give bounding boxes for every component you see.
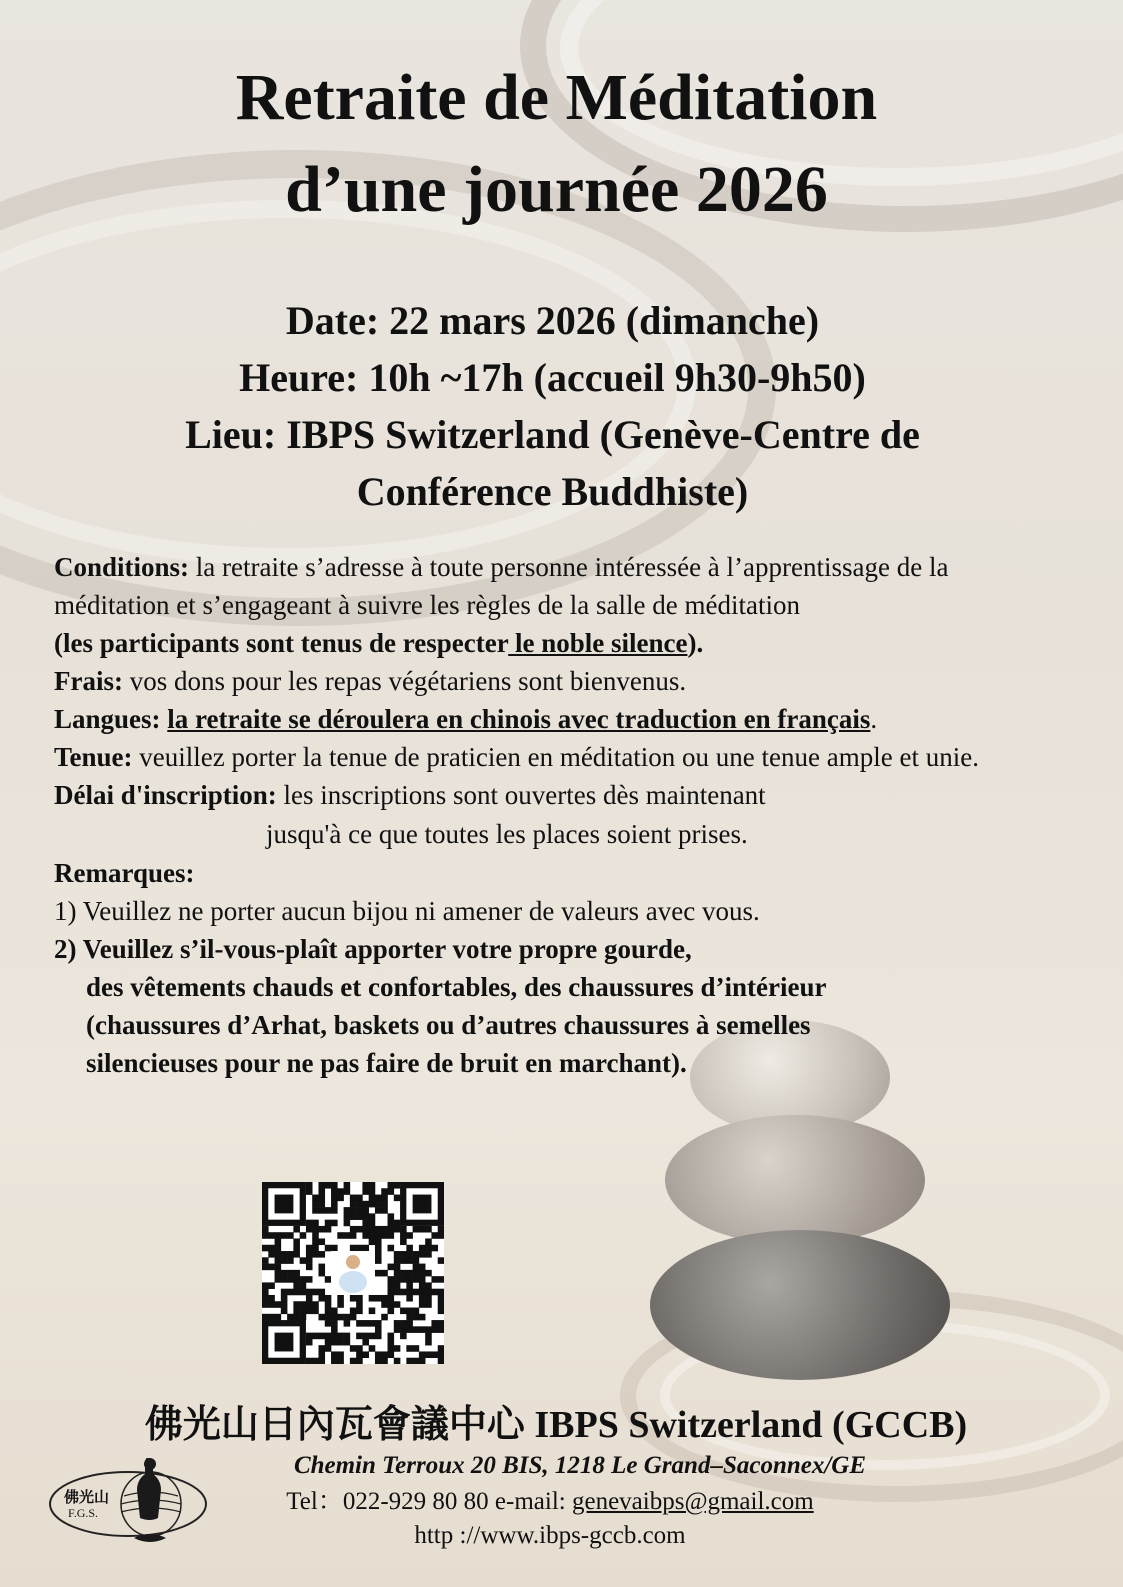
remark-2-line-2: des vêtements chauds et confortables, des chaussures d’intérieur [86, 972, 827, 1002]
fees-paragraph [54, 662, 1054, 700]
qr-code-icon [262, 1182, 444, 1364]
address: Chemin Terroux 20 BIS, 1218 Le Grand–Saconnex/GE [293, 1452, 867, 1479]
remark-2-line-3: (chaussures d’Arhat, baskets ou d’autres chaussures à semelles [86, 1010, 811, 1040]
conditions-label: Conditions: [54, 552, 190, 582]
conditions-text: la retraite s’adresse à toute personne intéressée à l’apprentissage de la méditation et s’engageant à suivre les règles de la salle de méditation [54, 552, 949, 620]
registration-qr-code[interactable] [262, 1182, 444, 1364]
silence-paragraph [54, 624, 1054, 662]
event-time: Heure: 10h ~17h (accueil 9h30-9h50) [239, 355, 866, 400]
languages-label: Langues: [54, 704, 161, 734]
languages-end: . [870, 704, 878, 734]
phone-label: Tel：022-929 80 80 e-mail: [286, 1488, 572, 1515]
contact-line [110, 1484, 990, 1520]
deadline-text: les inscriptions sont ouvertes dès maintenant [276, 780, 766, 810]
logo-fgs-text: F.G.S. [68, 1506, 99, 1520]
noble-silence-text: le noble silence [508, 628, 688, 658]
title-line-1: Retraite de Méditation [235, 61, 878, 134]
logo-cjk-text: 佛光山 [64, 1488, 110, 1506]
fees-text: vos dons pour les repas végétariens sont bienvenus. [122, 666, 687, 696]
remark-2-line-1: 2) Veuillez s’il-vous-plaît apporter votre propre gourde, [54, 934, 692, 964]
deadline-paragraph [54, 776, 1054, 814]
website-link[interactable]: http ://www.ibps-gccb.com [414, 1522, 686, 1549]
event-place-line-2: Conférence Buddhiste) [356, 469, 749, 514]
organization-name: 佛光山日內瓦會議中心 IBPS Switzerland (GCCB) [144, 1404, 968, 1446]
silence-text: (les participants sont tenus de respecter [54, 628, 509, 658]
event-place-line-1: Lieu: IBPS Switzerland (Genève-Centre de [185, 412, 920, 457]
fees-label: Frais: [54, 666, 123, 696]
silence-end: ). [687, 628, 704, 658]
remarks-label [54, 854, 1054, 892]
title-line-2: d’une journée 2026 [285, 153, 828, 226]
remark-1: 1) Veuillez ne porter aucun bijou ni amener de valeurs avec vous. [54, 896, 760, 926]
dress-label: Tenue: [54, 742, 133, 772]
languages-text: la retraite se déroulera en chinois avec traduction en français [167, 704, 871, 734]
email-link[interactable]: genevaibps@gmail.com [571, 1488, 814, 1515]
deadline-text-2: jusqu'à ce que toutes les places soient prises. [266, 819, 748, 849]
languages-paragraph [54, 700, 1054, 738]
conditions-paragraph [54, 548, 1054, 624]
dress-text: veuillez porter la tenue de praticien en méditation ou une tenue ample et unie. [132, 742, 979, 772]
remark-2-line-4: silencieuses pour ne pas faire de bruit en marchant). [86, 1048, 687, 1078]
remark-2 [54, 930, 1054, 1082]
deadline-label: Délai d'inscription: [54, 780, 277, 810]
dress-paragraph [54, 738, 1054, 776]
details-section [54, 548, 1054, 1082]
event-date: Date: 22 mars 2026 (dimanche) [285, 298, 820, 343]
remarks-heading: Remarques: [54, 858, 195, 888]
